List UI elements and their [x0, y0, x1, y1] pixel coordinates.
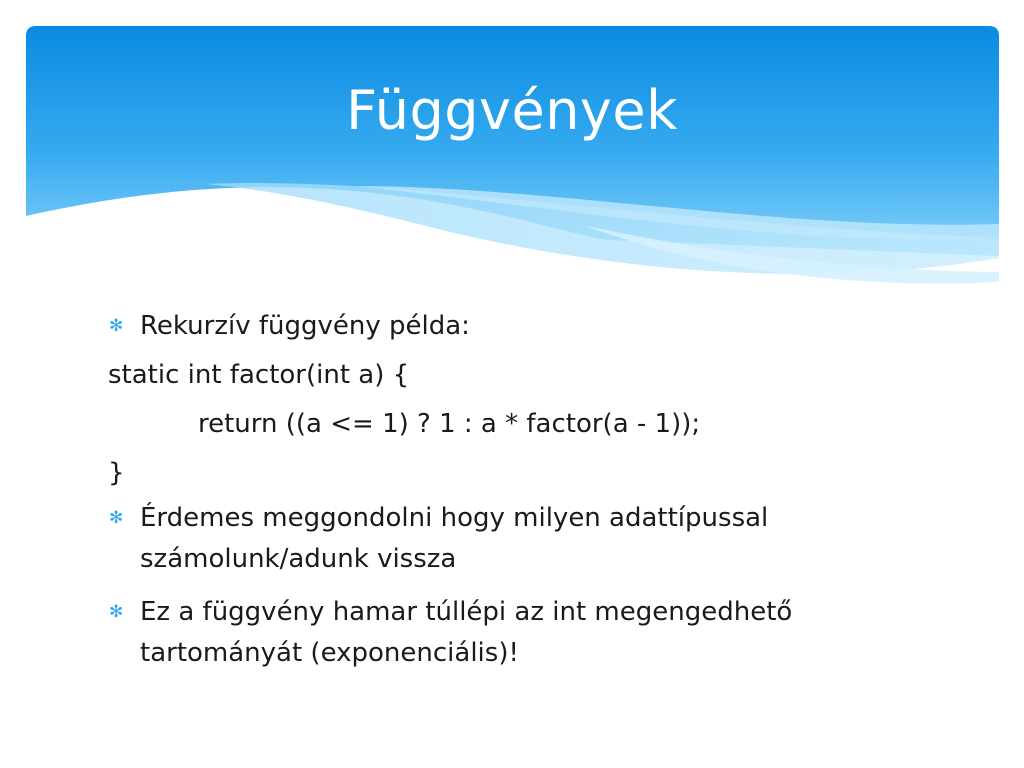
bullet-text: Ez a függvény hamar túllépi az int megengedhető tartományát (exponenciális)! [140, 597, 793, 668]
banner-wave-graphic [26, 26, 999, 288]
title-banner [26, 26, 999, 288]
asterisk-icon: ✻ [109, 316, 124, 336]
code-line-return: return ((a <= 1) ? 1 : a * factor(a - 1)); [198, 409, 701, 439]
bullet-item-overflow [108, 592, 968, 674]
slide-title: Függvények [346, 79, 678, 142]
asterisk-icon: ✻ [109, 602, 124, 622]
code-line-signature: static int factor(int a) { [108, 360, 410, 390]
code-line-closing-brace: } [108, 458, 125, 488]
bullet-text: Érdemes meggondolni hogy milyen adattípussal számolunk/adunk vissza [140, 503, 769, 574]
slide-body [108, 306, 968, 674]
bullet-text: Rekurzív függvény példa: [140, 311, 470, 341]
asterisk-icon: ✻ [109, 508, 124, 528]
bullet-item-recursive-example [108, 306, 968, 346]
bullet-item-data-type [108, 498, 968, 580]
